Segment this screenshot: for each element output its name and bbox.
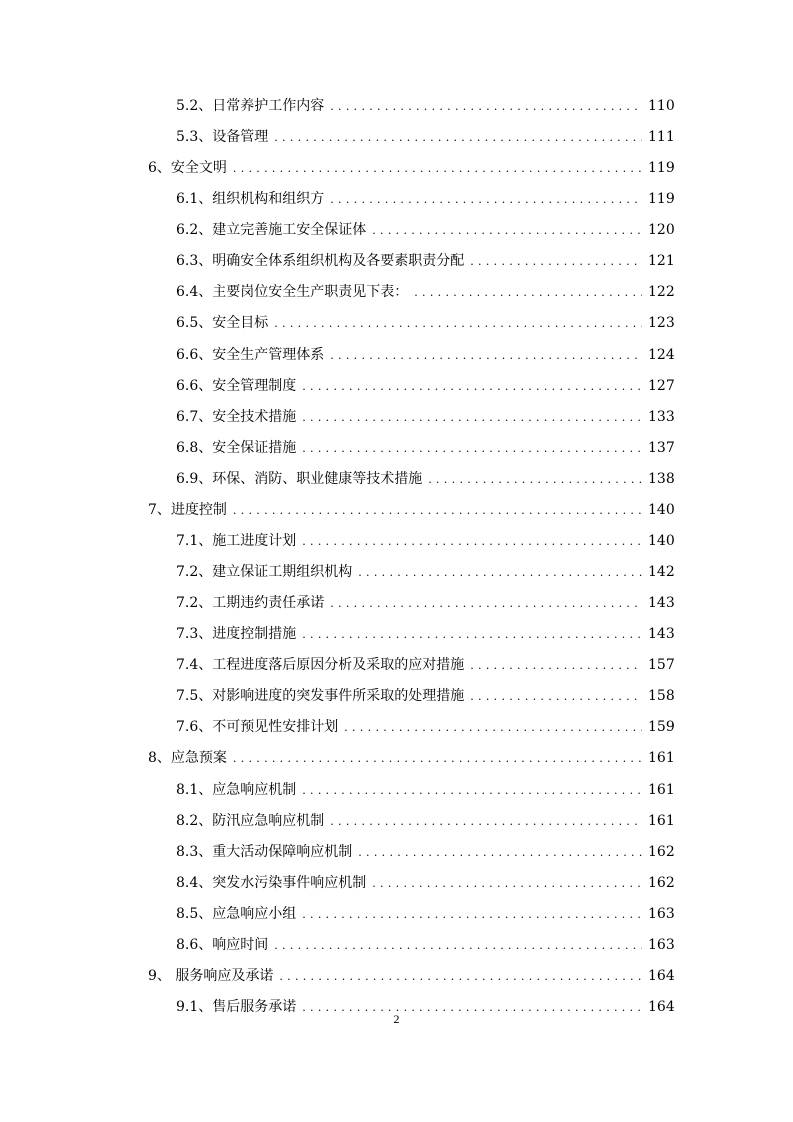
toc-leader-dots — [274, 933, 642, 958]
toc-entry-page: 162 — [648, 874, 675, 891]
toc-leader-dots — [470, 653, 642, 678]
toc-leader-dots — [302, 374, 642, 399]
toc-leader-dots — [274, 311, 642, 336]
toc-entry[interactable] — [176, 529, 674, 553]
toc-entry[interactable] — [176, 249, 674, 273]
toc-entry-page: 127 — [648, 377, 675, 394]
toc-entry[interactable] — [176, 902, 674, 926]
toc-entry-page: 159 — [648, 719, 675, 736]
toc-entry-page: 161 — [648, 781, 675, 798]
toc-entry[interactable] — [176, 187, 674, 211]
toc-entry-label: 6.1、组织机构和组织方 — [176, 191, 325, 208]
toc-entry-label: 6.8、安全保证措施 — [176, 439, 297, 456]
toc-entry-label: 5.2、日常养护工作内容 — [176, 98, 325, 114]
toc-leader-dots — [274, 125, 642, 150]
toc-leader-dots — [372, 871, 642, 896]
toc-entry-label: 8、应急预案 — [148, 750, 227, 767]
toc-entry-page: 110 — [648, 98, 675, 114]
toc-entry[interactable] — [176, 343, 674, 367]
toc-entry-label: 6.9、环保、消防、职业健康等技术措施 — [176, 470, 423, 487]
toc-entry-label: 6.4、主要岗位安全生产职责见下表： — [176, 284, 409, 301]
toc-entry-page: 120 — [648, 222, 675, 239]
toc-entry-page: 143 — [648, 626, 675, 643]
toc-entry-page: 143 — [648, 595, 675, 612]
toc-leader-dots — [302, 902, 642, 927]
toc-entry-label: 8.2、防汛应急响应机制 — [176, 812, 325, 829]
toc-entry-label: 7.2、工期违约责任承诺 — [176, 595, 325, 612]
toc-leader-dots — [414, 280, 642, 305]
toc-leader-dots — [428, 467, 642, 492]
toc-entry-page: 138 — [648, 470, 675, 487]
toc-entry-page: 161 — [648, 750, 675, 767]
toc-entry-label: 7.1、施工进度计划 — [176, 532, 297, 549]
toc-entry[interactable] — [176, 653, 674, 677]
toc-entry[interactable] — [176, 405, 674, 429]
toc-entry-page: 158 — [648, 688, 675, 705]
toc-entry-page: 122 — [648, 284, 675, 301]
toc-entry-page: 133 — [648, 408, 675, 425]
toc-leader-dots — [470, 249, 642, 274]
toc-entry-label: 8.1、应急响应机制 — [176, 781, 297, 798]
toc-leader-dots — [330, 94, 642, 119]
toc-entry-label: 6.5、安全目标 — [176, 315, 269, 332]
toc-entry-label: 6.6、安全管理制度 — [176, 377, 297, 394]
toc-leader-dots — [330, 187, 642, 212]
toc-leader-dots — [302, 405, 642, 430]
toc-entry-page: 162 — [648, 843, 675, 860]
toc-entry[interactable] — [176, 280, 674, 304]
toc-leader-dots — [279, 964, 642, 989]
toc-leader-dots — [302, 778, 642, 803]
toc-entry-label: 8.3、重大活动保障响应机制 — [176, 843, 353, 860]
toc-entry-label: 9.1、售后服务承诺 — [176, 999, 297, 1016]
toc-leader-dots — [233, 156, 642, 181]
toc-entry-page: 157 — [648, 657, 675, 674]
toc-entry-page: 163 — [648, 936, 675, 953]
toc-entry-label: 7.4、工程进度落后原因分析及采取的应对措施 — [176, 657, 465, 674]
toc-entry-label: 7.2、建立保证工期组织机构 — [176, 564, 353, 581]
toc-leader-dots — [330, 343, 642, 368]
toc-entry-page: 140 — [648, 501, 675, 518]
toc-entry-label: 7.3、进度控制措施 — [176, 626, 297, 643]
toc-entry[interactable] — [176, 218, 674, 242]
toc-entry[interactable] — [176, 436, 674, 460]
toc-entry-page: 142 — [648, 564, 675, 581]
toc-entry-label: 8.6、响应时间 — [176, 936, 269, 953]
toc-entry-label: 7、进度控制 — [148, 501, 227, 518]
toc-entry-label: 6、安全文明 — [148, 160, 227, 177]
toc-leader-dots — [372, 218, 642, 243]
toc-entry-page: 161 — [648, 812, 675, 829]
toc-entry[interactable] — [176, 560, 674, 584]
toc-leader-dots — [358, 840, 642, 865]
toc-entry-page: 111 — [648, 129, 675, 146]
toc-entry-label: 6.2、建立完善施工安全保证体 — [176, 222, 367, 239]
toc-entry[interactable] — [148, 964, 674, 988]
toc-leader-dots — [470, 684, 642, 709]
toc-entry-label: 7.5、对影响进度的突发事件所采取的处理措施 — [176, 688, 465, 705]
toc-leader-dots — [358, 560, 642, 585]
toc-entry[interactable] — [176, 467, 674, 491]
toc-entry[interactable] — [176, 125, 674, 149]
toc-leader-dots — [330, 591, 642, 616]
toc-entry-page: 164 — [648, 967, 675, 984]
toc-entry-page: 164 — [648, 999, 675, 1016]
toc-entry-page: 137 — [648, 439, 675, 456]
toc-entry-page: 140 — [648, 532, 675, 549]
toc-entry[interactable] — [176, 622, 674, 646]
toc-entry-label: 6.7、安全技术措施 — [176, 408, 297, 425]
toc-leader-dots — [233, 498, 642, 523]
toc-leader-dots — [302, 529, 642, 554]
toc-entry[interactable] — [176, 311, 674, 335]
toc-entry-label: 9、 服务响应及承诺 — [148, 967, 274, 984]
toc-entry[interactable] — [176, 871, 674, 895]
toc-entry[interactable] — [176, 809, 674, 833]
toc-entry-label: 7.6、不可预见性安排计划 — [176, 719, 339, 736]
toc-entry-label: 8.5、应急响应小组 — [176, 905, 297, 922]
toc-entry-page: 123 — [648, 315, 675, 332]
toc-entry[interactable] — [176, 840, 674, 864]
toc-leader-dots — [233, 746, 642, 771]
toc-entry[interactable] — [148, 156, 674, 180]
toc-entry-page: 119 — [648, 191, 675, 208]
page-number: 2 — [393, 1012, 400, 1026]
toc-entry[interactable] — [176, 778, 674, 802]
toc-leader-dots — [302, 622, 642, 647]
toc-entry[interactable] — [176, 684, 674, 708]
toc-entry[interactable] — [148, 498, 674, 522]
toc-entry[interactable] — [176, 715, 674, 739]
toc-entry-page: 163 — [648, 905, 675, 922]
toc-entry[interactable] — [176, 374, 674, 398]
toc-entry-label: 8.4、突发水污染事件响应机制 — [176, 874, 367, 891]
toc-entry-page: 119 — [648, 160, 675, 177]
toc-entry-label: 6.3、明确安全体系组织机构及各要素职责分配 — [176, 253, 465, 270]
toc-leader-dots — [344, 715, 642, 740]
toc-entry-label: 6.6、安全生产管理体系 — [176, 346, 325, 363]
toc-leader-dots — [330, 809, 642, 834]
toc-entry-page: 124 — [648, 346, 675, 363]
toc-entry-page: 121 — [648, 253, 675, 270]
toc-leader-dots — [302, 436, 642, 461]
toc-entry[interactable] — [176, 933, 674, 957]
toc-entry-label: 5.3、设备管理 — [176, 129, 269, 146]
toc-entry[interactable] — [148, 746, 674, 770]
toc-entry[interactable] — [176, 94, 674, 118]
toc-entry[interactable] — [176, 591, 674, 615]
